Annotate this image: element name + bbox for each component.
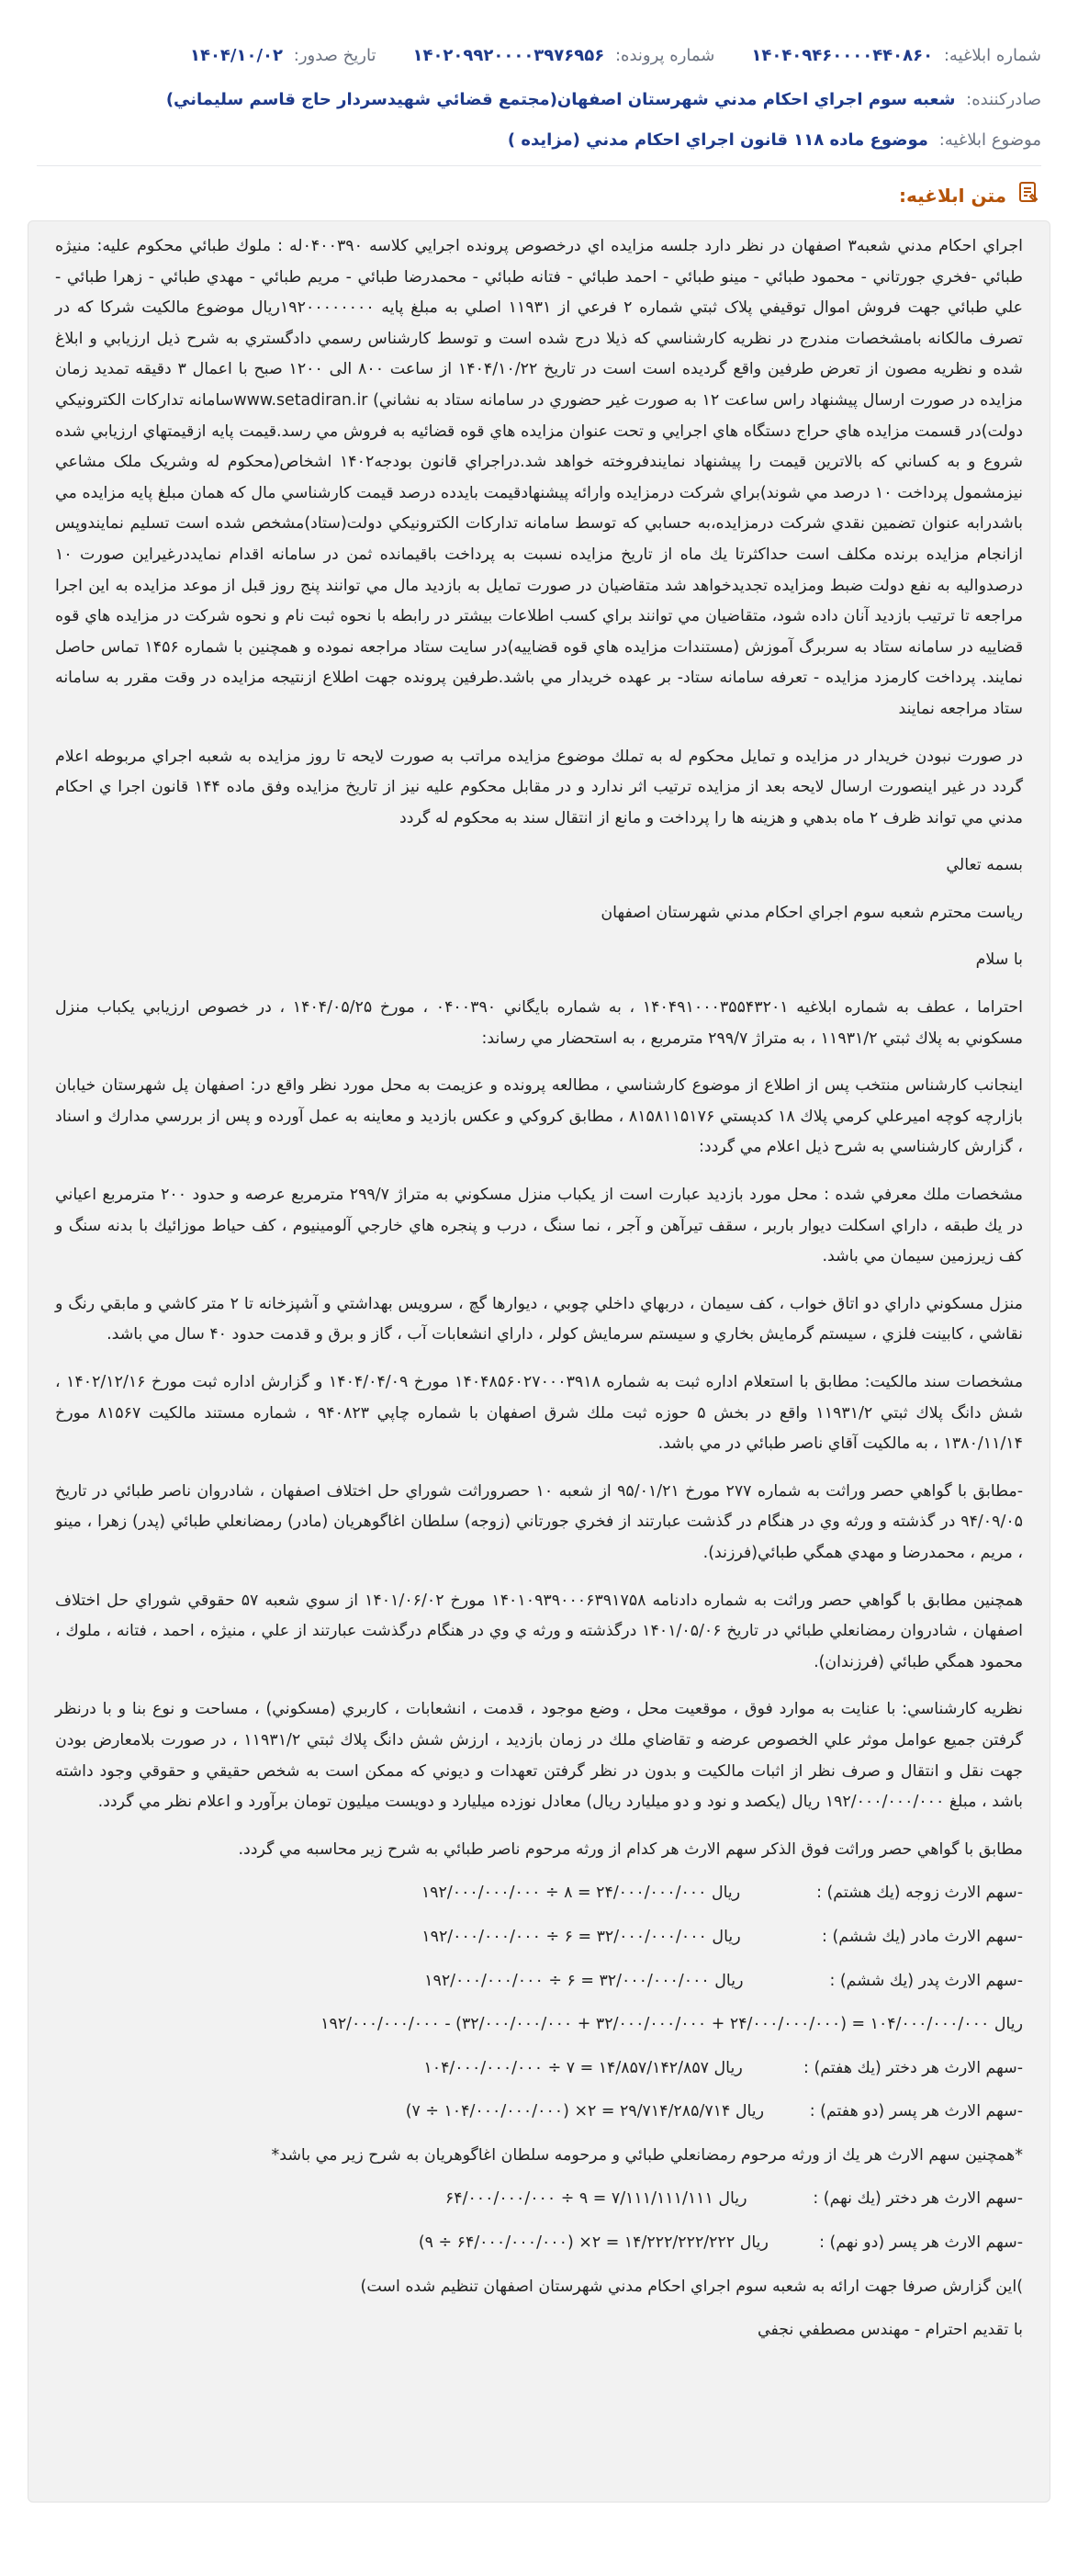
subject-value: موضوع ماده ۱۱۸ قانون اجراي احکام مدني (مزايده )	[507, 130, 928, 150]
property-specs-paragraph: مشخصات ملك معرفي شده : محل مورد بازديد عبارت است از يكباب منزل مسكوني به متراژ ۲۹۹/۷ مترمربع عرصه و حدود ۲۰۰ مترمربع اعياني در يك طبقه ، داراي اسكلت ديوار باربر ، سقف تيرآهن و آجر ، نما سنگ ، درب و پنجره هاي خارجي آلومينيوم ، كف حياط موزائيك با بدنه سنگ و كف زيرزمين سيمان مي باشد.	[55, 1186, 1023, 1266]
subject-label: موضوع ابلاغيه:	[938, 130, 1041, 150]
second-share-intro: *همچنين سهم الارث هر يك از ورثه مرحوم رمضانعلي طبائي و مرحومه سلطان اغاگوهريان به شرح زير مي باشد*	[271, 2145, 1023, 2165]
share-calc-line: -سهم الارث هر دختر (يك نهم) : ريال ۷/۱۱۱/۱۱۱/۱۱۱ = ۹ ÷ ۶۴/۰۰۰/۰۰۰/۰۰۰	[444, 2189, 1023, 2209]
greeting-line: با سلام	[975, 951, 1023, 970]
inheritance-paragraph-1: -مطابق با گواهي حصر وراثت به شماره ۲۷۷ مورخ ۹۵/۰۱/۲۱ از شعبه ۱۰ حصروراثت شوراي حل اختلاف اصفهان ، شادروان ناصر طبائي در تاريخ ۹۴/۰۹/۰۵ در گذشته و ورثه وي در هنگام در گذشت عبارتند از فخري جورتاني (زوجه) سلطان اغاگوهريان (مادر) رمضانعلي طبائي (پدر) زهرا ، مينو ، مريم ، محمدرضا و مهدي همگي طبائي(فرزند).	[55, 1481, 1023, 1562]
share-intro-line: مطابق با گواهي حصر وراثت فوق الذكر سهم الارث هر كدام از ورثه مرحوم ناصر طبائي به شرح زير محاسبه مي گردد.	[238, 1839, 1023, 1859]
case-number-label: شماره پرونده:	[614, 46, 715, 65]
deed-specs-paragraph: مشخصات سند مالكيت: مطابق با استعلام اداره ثبت به شماره ۱۴۰۴۸۵۶۰۲۷۰۰۰۳۹۱۸ مورخ ۱۴۰۴/۰۴/۰۹ و گزارش اداره ثبت مورخ ۱۴۰۲/۱۲/۱۶ ، شش دانگ پلاك ثبتي ۱۱۹۳۱/۲ واقع در بخش ۵ حوزه ثبت ملك شرق اصفهان با شماره چاپي ۹۴۰۸۲۳ ، شماره مستند مالكيت ۸۱۵۶۷ مورخ ۱۳۸۰/۱۱/۱۴ ، به مالكيت آقاي ناصر طبائي در مي باشد.	[55, 1373, 1024, 1454]
issuer-line	[37, 90, 1041, 109]
subject-line	[37, 130, 1041, 150]
notice-number-value: ۱۴۰۴۰۹۴۶۰۰۰۰۴۴۰۸۶۰	[751, 46, 934, 65]
case-number-value: ۱۴۰۲۰۹۹۲۰۰۰۰۳۹۷۶۹۵۶	[412, 46, 605, 65]
share-calc-line: -سهم الارث هر پسر (دو هفتم) : ريال ۲۹/۷۱۴/۲۸۵/۷۱۴ = ۲× (۱۰۴/۰۰۰/۰۰۰/۰۰۰ ÷ ۷)	[405, 2102, 1023, 2121]
share-calc-line: -سهم الارث هر دختر (يك هفتم) : ريال ۱۴/۸۵۷/۱۴۲/۸۵۷ = ۷ ÷ ۱۰۴/۰۰۰/۰۰۰/۰۰۰	[423, 2058, 1023, 2077]
case-number	[412, 46, 714, 65]
share-calc-line: -سهم الارث زوجه (يك هشتم) : ريال ۲۴/۰۰۰/۰۰۰/۰۰۰ = ۸ ÷ ۱۹۲/۰۰۰/۰۰۰/۰۰۰	[421, 1884, 1023, 1903]
notice-text	[55, 231, 1023, 2359]
section-header	[899, 180, 1041, 210]
auction-paragraph: اجراي احكام مدني شعبه۳ اصفهان در نظر دارد جلسه مزايده اي درخصوص پرونده اجرايي كلاسه ۰۴۰۰۳۹۰له : ملوك طبائي محكوم عليه: منيژه طبائي -فخري جورتاني - محمود طبائي - مينو طبائي - احمد طبائي - فتانه طبائي - محمدرضا طبائي - مريم طبائي - مهدي طبائي - زهرا طبائي - علي طبائي جهت فروش اموال توقيفي پلاک ثبتي شماره ۲ فرعي از ۱۱۹۳۱ اصلي به مبلغ پايه ۱۹۲۰۰۰۰۰۰۰۰ريال موضوع مالكيت شرکا که در تصرف مالکانه بامشخصات مندرج در نظريه كارشناسي كه ذيلا درج شده است و توسط كارشناس رسمي دادگستري به شرح ذيل ارزيابي و ابلاغ شده و نظريه مصون از تعرض طرفين واقع گرديده است است در تاريخ ۱۴۰۴/۱۰/۲۲ از ساعت ۸۰۰ الی ۱۲۰۰ صبح با اعمال ۳ دقیقه تمدید زمان مزایده در صورت ارسال پیشنهاد راس ساعت ۱۲ به صورت غير حضوري در سامانه ستاد به نشاني) www.setadiran.irسامانه تداركات الكترونيكي دولت)در قسمت مزايده هاي حراج دستگاه هاي اجرايي و تحت عنوان مزايده هاي قوه قضائيه به فروش مي رسد.قيمت پايه ازقيمتهاي ارزيابي شده شروع و به كساني كه بالاترين قيمت را پيشنهاد نمايندفروخته خواهد شد.دراجراي قانون بودجه۱۴۰۲ اشخاص(محكوم له وشريک ملک مشاعي نيزمشمول پرداخت ۱۰ درصد مي شوند)براي شركت درمزايده وارائه پيشنهادقيمت بايدده درصد قيمت كارشناسي مال كه همان مبلغ پايه مزايده مي باشدرابه عنوان تضمين نقدي شركت درمزايده،به حسابي كه توسط سامانه تداركات الكترونيكي دولت(ستاد)مشخص شده است تسليم نمايندوپس ازانجام مزايده برنده مكلف است حداكثرتا يك ماه از تاريخ مزايده نسبت به پرداخت باقيمانده ثمن در سامانه اقدام نمايددرغيراين صورت ۱۰ درصدواليه به نفع دولت ضبط ومزايده تجديدخواهد شد متقاضيان در صورت تمايل به بازديد مال مي توانند پنج روز قبل از موعد مزايده به اين اجرا مراجعه تا ترتيب بازديد آنان داده شود، متقاضيان مي توانند براي كسب اطلاعات بيشتر در رابطه با نحوه ثبت نام و نحوه شركت در مزايده هاي قوه قضاييه در سامانه ستاد به سربرگ آموزش (مستندات مزايده هاي قوه قضاييه)در سايت ستاد مراجعه نموده و همچنين با شماره ۱۴۵۶ تماس حاصل نمايند. پرداخت كارمزد مزايده - تعرفه سامانه ستاد- بر عهده خريدار مي باشد.طرفين پرونده جهت اطلاع ازنتيجه مزايده در وقت مقرر به سامانه ستاد مراجعه نمايند	[55, 237, 1024, 718]
interior-specs-paragraph: منزل مسكوني داراي دو اتاق خواب ، كف سيمان ، دربهاي داخلي چوبي ، ديوارها گچ ، سرويس بهداشتي و آشپزخانه تا ۲ متر كاشي و مابقي رنگ و نقاشي ، كابينت فلزي ، سيستم گرمايش بخاري و سيستم سرمايش كولر ، داراي انشعابات آب ، گاز و برق و قدمت حدود ۴۰ سال مي باشد.	[55, 1294, 1023, 1344]
report-note: )اين گزارش صرفا جهت ارائه به شعبه سوم اجراي احكام مدني شهرستان اصفهان تنظيم شده است)	[360, 2277, 1023, 2296]
divider	[37, 165, 1041, 166]
share-calc-line: -سهم الارث پدر (يك ششم) : ريال ۳۲/۰۰۰/۰۰۰/۰۰۰ = ۶ ÷ ۱۹۲/۰۰۰/۰۰۰/۰۰۰	[424, 1971, 1023, 1990]
notice-number	[751, 46, 1041, 65]
share-calc-line: ريال ۱۰۴/۰۰۰/۰۰۰/۰۰۰ = (۲۴/۰۰۰/۰۰۰/۰۰۰ + ۳۲/۰۰۰/۰۰۰/۰۰۰ + ۳۲/۰۰۰/۰۰۰/۰۰۰) - ۱۹۲/۰۰۰/۰۰۰/۰۰۰	[320, 2015, 1023, 2034]
issue-date-label: تاريخ صدور:	[293, 46, 376, 65]
meta-row	[37, 46, 1041, 65]
inheritance-paragraph-2: همچنين مطابق با گواهي حصر وراثت به شماره دادنامه ۱۴۰۱۰۹۳۹۰۰۰۶۳۹۱۷۵۸ مورخ ۱۴۰۱/۰۶/۰۲ از سوي شعبه ۵۷ حقوقي شوراي حل اختلاف اصفهان ، شادروان رمضانعلي طبائي در تاريخ ۱۴۰۱/۰۵/۰۶ درگذشته و ورثه ي وي در هنگام درگذشت عبارتند از علي ، منيژه ، احمد ، فتانه ، ملوك ، محمود همگي طبائي (فرزندان).	[55, 1591, 1024, 1671]
addressee-line: رياست محترم شعبه سوم اجراي احكام مدني شهرستان اصفهان	[601, 903, 1023, 922]
issuer-value: شعبه سوم اجراي احكام مدني شهرستان اصفهان(مجتمع قضائي شهيدسردار حاج قاسم سليماني)	[165, 90, 956, 109]
issuer-label: صادرکننده:	[966, 90, 1041, 109]
signature-line: با تقديم احترام - مهندس مصطفي نجفي	[757, 2321, 1023, 2340]
inspection-paragraph: اينجانب كارشناس منتخب پس از اطلاع از موضوع كارشناسي ، مطالعه پرونده و عزيمت به محل مورد نظر واقع در: اصفهان پل شهرستان خيابان بازارچه كوچه اميرعلي كرمي پلاك ۱۸ كدپستي ۸۱۵۸۱۱۵۱۷۶ ، مطابق كروكي و عكس بازديد و معاينه به عمل آورده و پس از بررسي مدارك و اسناد ، گزارش كارشناسي به شرح ذيل اعلام مي گردد:	[55, 1076, 1023, 1157]
reference-paragraph: احتراما ، عطف به شماره ابلاغيه ۱۴۰۴۹۱۰۰۰۳۵۵۴۳۲۰۱ ، به شماره بايگاني ۰۴۰۰۳۹۰ ، مورخ ۱۴۰۴/۰۵/۲۵ ، در خصوص ارزيابي يكباب منزل مسكوني به پلاك ثبتي ۱۱۹۳۱/۲ ، به متراژ ۲۹۹/۷ مترمربع ، به استحضار مي رساند:	[55, 998, 1023, 1048]
share-calc-line: -سهم الارث هر پسر (دو نهم) : ريال ۱۴/۲۲۲/۲۲۲/۲۲۲ = ۲× (۶۴/۰۰۰/۰۰۰/۰۰۰ ÷ ۹)	[418, 2233, 1023, 2253]
notice-number-label: شماره ابلاغيه:	[943, 46, 1041, 65]
issue-date	[190, 46, 376, 65]
section-title: متن ابلاغيه:	[898, 184, 1006, 207]
issue-date-value: ۱۴۰۴/۱۰/۰۲	[189, 46, 284, 65]
document-icon	[1016, 180, 1041, 210]
share-calc-line: -سهم الارث مادر (يك ششم) : ريال ۳۲/۰۰۰/۰۰۰/۰۰۰ = ۶ ÷ ۱۹۲/۰۰۰/۰۰۰/۰۰۰	[421, 1927, 1023, 1946]
no-buyer-paragraph: در صورت نبودن خريدار در مزايده و تمايل محكوم له به تملك موضوع مزايده مراتب به صورت لايحه تا روز مزايده به شعبه اجراي مربوطه اعلام گردد در غير اينصورت ارسال لايحه بعد از مزايده ترتيب اثر ندارد و در مقابل محكوم عليه نيز از تاريخ مزايده وفق ماده ۱۴۴ قانون اجرا ي احكام مدني مي تواند ظرف ۲ ماه بدهي و هزينه ها را پرداخت و مانع از انتقال سند به محكوم له گردد	[55, 747, 1023, 827]
expert-opinion-paragraph: نظريه كارشناسي: با عنايت به موارد فوق ، موقعيت محل ، وضع موجود ، قدمت ، انشعابات ، كاربري (مسكوني) ، مساحت و نوع بنا و با درنظر گرفتن جميع عوامل موثر علي الخصوص عرضه و تقاضاي ملك در زمان بازديد ، ارزش شش دانگ پلاك ثبتي ۱۱۹۳۱/۲ ، در صورت بلامعارض بودن جهت نقل و انتقال و صرف نظر از اثبات مالكيت و بدون در نظر گرفتن تعهدات و ديوني كه ممكن است به شخص حقيقي و حقوقي وجود داشته باشد ، مبلغ ۱۹۲/۰۰۰/۰۰۰/۰۰۰ ريال (يكصد و نود و دو ميليارد ريال) معادل نوزده ميليارد و دويست ميليون تومان برآورد و اعلام نظر مي گردد.	[55, 1700, 1023, 1812]
salutation-heading: بسمه تعالي	[946, 856, 1023, 875]
